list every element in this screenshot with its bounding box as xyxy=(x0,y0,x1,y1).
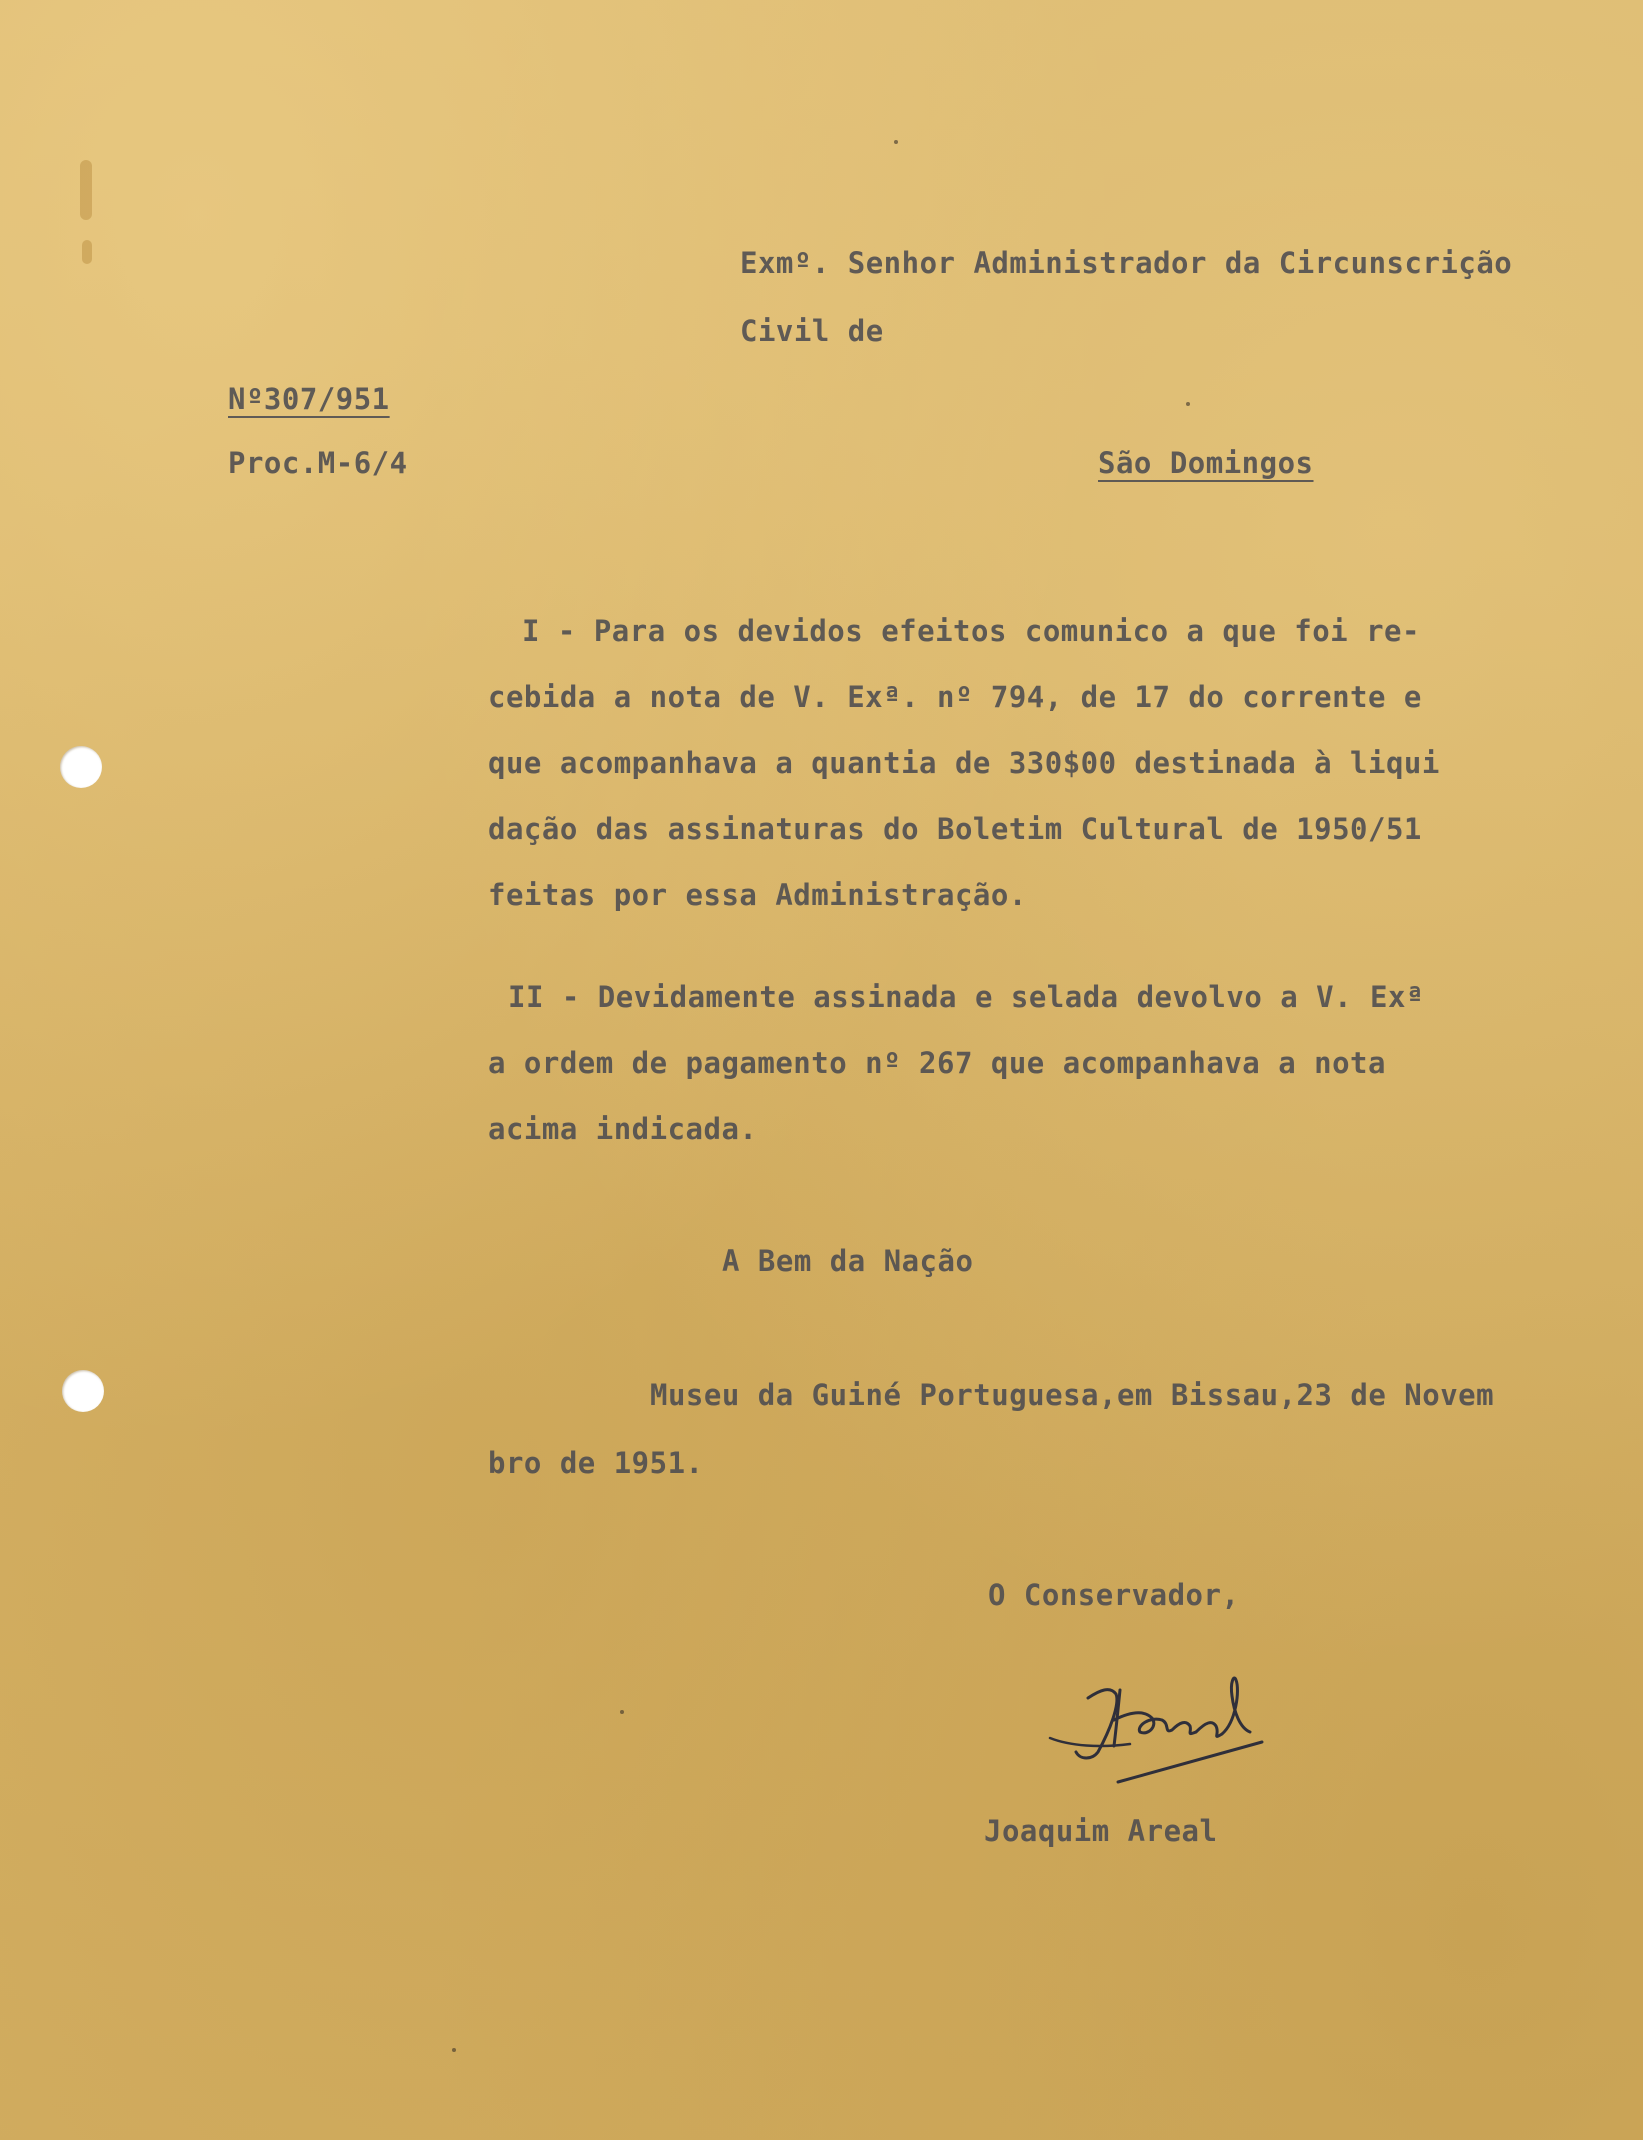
handwritten-signature xyxy=(1040,1660,1280,1790)
punch-hole xyxy=(60,746,102,788)
punch-hole xyxy=(62,1370,104,1412)
signatory-role: O Conservador, xyxy=(988,1578,1240,1612)
paper-stain xyxy=(82,240,92,264)
paper-speck xyxy=(452,2048,456,2052)
process-number: Proc.M-6/4 xyxy=(228,446,408,480)
addressee-place: São Domingos xyxy=(1098,446,1314,480)
place-date-line-2: bro de 1951. xyxy=(488,1446,704,1480)
signatory-name: Joaquim Areal xyxy=(984,1814,1218,1848)
paper-speck xyxy=(620,1710,624,1714)
place-date-line-1: Museu da Guiné Portuguesa,em Bissau,23 de Novem xyxy=(650,1378,1495,1412)
reference-number: Nº307/951 xyxy=(228,382,390,416)
paragraph-line: a ordem de pagamento nº 267 que acompanhava a nota xyxy=(488,1046,1386,1080)
paper-speck xyxy=(894,140,898,144)
paragraph-line: feitas por essa Administração. xyxy=(488,878,1027,912)
paragraph-line: I - Para os devidos efeitos comunico a que foi re- xyxy=(522,614,1420,648)
salutation: A Bem da Nação xyxy=(722,1244,974,1278)
paragraph-line: que acompanhava a quantia de 330$00 destinada à liqui xyxy=(488,746,1440,780)
paragraph-line: II - Devidamente assinada e selada devolvo a V. Exª xyxy=(508,980,1424,1014)
paper-stain xyxy=(80,160,92,220)
addressee-line-1: Exmº. Senhor Administrador da Circunscrição xyxy=(740,246,1513,280)
paragraph-line: acima indicada. xyxy=(488,1112,758,1146)
paragraph-line: cebida a nota de V. Exª. nº 794, de 17 do corrente e xyxy=(488,680,1422,714)
addressee-line-2: Civil de xyxy=(740,314,884,348)
paper-speck xyxy=(1186,402,1190,406)
paragraph-line: dação das assinaturas do Boletim Cultural de 1950/51 xyxy=(488,812,1422,846)
